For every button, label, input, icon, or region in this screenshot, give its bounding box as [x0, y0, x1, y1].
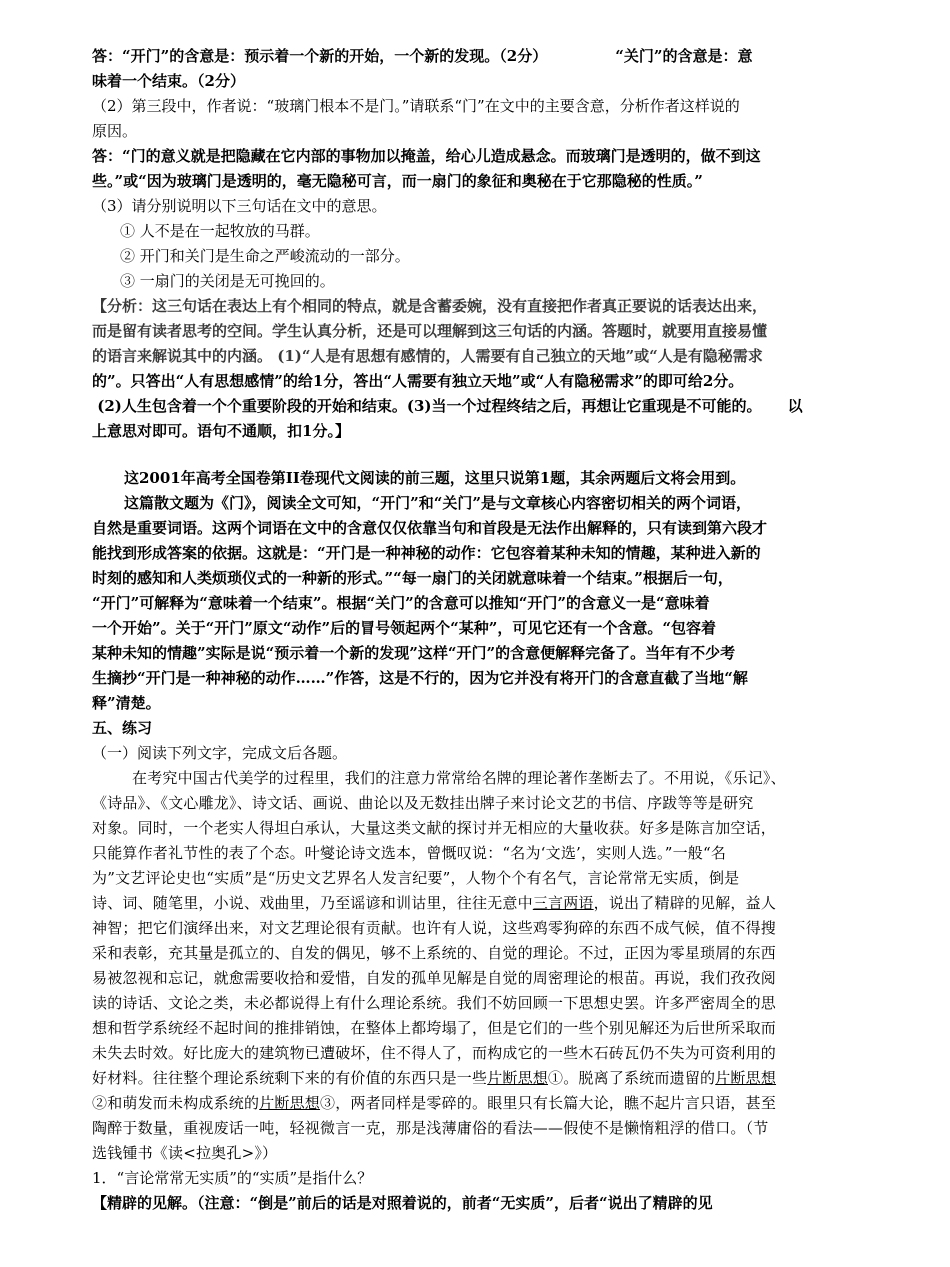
- passage-line: 读的诗话、文论之类，未必都说得上有什么理论系统。我们不妨回顾一下思想史罢。许多严密周全的思: [92, 994, 777, 1012]
- commentary-line: 一个开始”。关于“开门”原文“动作”后的冒号领起两个“某种”，可见它还有一个含意。“包容着: [92, 619, 717, 637]
- question-3-title: （3）请分别说明以下三句话在文中的意思。: [92, 197, 387, 215]
- document-page: [92, 44, 862, 1216]
- passage-line: 对象。同时，一个老实人得坦白承认，大量这类文献的探讨并无相应的大量收获。好多是陈言加空话，: [92, 819, 777, 837]
- passage-line: 陶醉于数量，重视废话一吨，轻视微言一克，那是浅薄庸俗的看法——假使不是懒惰粗浮的借口。（节: [92, 1119, 769, 1137]
- exercise-question-1: 1．“言论常常无实质”的“实质”是指什么？: [92, 1169, 373, 1187]
- answer-1-open-door: 答：“开门”的含意是：预示着一个新的开始，一个新的发现。（2分）: [92, 47, 548, 65]
- commentary-line: “开门”可解释为“意味着一个结束”。根据“关门”的含意可以推知“开门”的含意义一是“意味着: [92, 594, 710, 612]
- question-3-item: ③ 一扇门的关闭是无可挽回的。: [120, 272, 335, 290]
- commentary-line: 时刻的感知和人类烦琐仪式的一种新的形式。”“每一扇门的关闭就意味着一个结束。”根据后一句，: [92, 569, 733, 587]
- passage-line: 未失去时效。好比庞大的建筑物已遭破坏，住不得人了，而构成它的一些木石砖瓦仍不失为可资利用的: [92, 1044, 777, 1062]
- answer-1: [92, 44, 862, 69]
- commentary-line: 能找到形成答案的依据。这就是：“开门是一种神秘的动作：它包容着某种未知的情趣，某种进入新的: [92, 544, 761, 562]
- commentary-line: 自然是重要词语。这两个词语在文中的含意仅仅依靠当句和首段是无法作出解释的，只有读到第六段才: [92, 519, 768, 537]
- analysis-line: (2)人生包含着一个个重要阶段的开始和结束。(3)当一个过程终结之后，再想让它重现是不可能的。 以: [92, 397, 803, 415]
- analysis-line: 的语言来解说其中的内涵。 (1)“人是有思想有感情的，人需要有自己独立的天地”或“人是有隐秘需求: [92, 347, 763, 365]
- answer-1-continued: 味着一个结束。（2分）: [92, 72, 245, 90]
- passage-line: 易被忽视和忘记，就愈需要收拾和爱惜，自发的孤单见解是自觉的周密理论的根苗。再说，我们孜孜阅: [92, 969, 777, 987]
- passage-line: 在考究中国古代美学的过程里，我们的注意力常常给名牌的理论著作垄断去了。不用说，《乐记》、: [132, 769, 786, 787]
- reading-passage: [92, 766, 862, 1166]
- answer-1-close-door: “关门”的含意是：意: [615, 47, 753, 65]
- passage-line: 好材料。往往整个理论系统剩下来的有价值的东西只是一些片断思想①。脱离了系统而遗留的片断思想: [92, 1069, 777, 1087]
- passage-line: 神智；把它们演绎出来，对文艺理论很有贡献。也许有人说，这些鸡零狗碎的东西不成气候，值不得搜: [92, 919, 777, 937]
- exercise-answer-1: 【精辟的见解。（注意：“倒是”前后的话是对照着说的，前者“无实质”，后者“说出了精辟的见: [92, 1194, 713, 1212]
- passage-line: 想和哲学系统经不起时间的推排销蚀，在整体上都垮塌了，但是它们的一些个别见解还为后世所采取而: [92, 1019, 777, 1037]
- underlined-phrase: 片断思想: [259, 1094, 321, 1112]
- question-3-item: ① 人不是在一起牧放的马群。: [120, 222, 320, 240]
- commentary-intro: 这2001年高考全国卷第II卷现代文阅读的前三题，这里只说第1题，其余两题后文将会用到。: [124, 469, 746, 487]
- answer-2-line-2: 些。”或“因为玻璃门是透明的，毫无隐秘可言，而一扇门的象征和奥秘在于它那隐秘的性质。”: [92, 172, 703, 190]
- passage-line: 采和表彰，充其量是孤立的、自发的偶见，够不上系统的、自觉的理论。不过，正因为零星琐屑的东西: [92, 944, 777, 962]
- underlined-phrase: 三言两语: [532, 894, 594, 912]
- exercise-instruction: （一）阅读下列文字，完成文后各题。: [92, 744, 348, 762]
- passage-line: 选钱锺书《读<拉奥孔>》）: [92, 1144, 278, 1162]
- commentary-line: 生摘抄“开门是一种神秘的动作……”作答，这是不行的，因为它并没有将开门的含意直截了当地“解: [92, 669, 748, 687]
- analysis-line: 的”。只答出“人有思想感情”的给1分，答出“人需要有独立天地”或“人有隐秘需求”的即可给2分。: [92, 372, 744, 390]
- passage-line: 只能算作者礼节性的表了个态。叶燮论诗文选本，曾慨叹说：“名为‘文选’，实则人选。”一般“名: [92, 844, 727, 862]
- commentary-line: 释”清楚。: [92, 694, 161, 712]
- passage-line: 《诗品》、《文心雕龙》、诗文话、画说、曲论以及无数挂出牌子来讨论文艺的书信、序跋等等是研究: [92, 794, 754, 812]
- passage-line: 为”文艺评论史也“实质”是“历史文艺界名人发言纪要”，人物个个有名气，言论常常无实质，倒是: [92, 869, 740, 887]
- underlined-phrase: 片断思想: [487, 1069, 549, 1087]
- passage-line: 诗、词、随笔里，小说、戏曲里，乃至谣谚和训诂里，往往无意中三言两语，说出了精辟的见解，益人: [92, 894, 777, 912]
- answer-2-line-1: 答：“门的意义就是把隐藏在它内部的事物加以掩盖，给心儿造成悬念。而玻璃门是透明的，做不到这: [92, 147, 761, 165]
- question-3-item: ② 开门和关门是生命之严峻流动的一部分。: [120, 247, 410, 265]
- question-2-line-1: （2）第三段中，作者说：“玻璃门根本不是门。”请联系“门”在文中的主要含意，分析作者这样说的: [92, 97, 740, 115]
- analysis-line: 上意思对即可。语句不通顺，扣1分。】: [92, 422, 350, 440]
- commentary-line: 这篇散文题为《门》，阅读全文可知，“开门”和“关门”是与文章核心内容密切相关的两个词语，: [124, 494, 752, 512]
- commentary-line: 某种未知的情趣”实际是说“预示着一个新的发现”这样“开门”的含意便解释完备了。当年有不少考: [92, 644, 736, 662]
- passage-line: ②和萌发而未构成系统的片断思想③，两者同样是零碎的。眼里只有长篇大论，瞧不起片言只语，甚至: [92, 1094, 777, 1112]
- section-heading: 五、练习: [92, 719, 153, 737]
- analysis-line: 而是留有读者思考的空间。学生认真分析，还是可以理解到这三句话的内涵。答题时，就要用直接易懂: [92, 322, 768, 340]
- question-2-line-2: 原因。: [92, 122, 138, 140]
- analysis-line: 【分析：这三句话在表达上有个相同的特点，就是含蓄委婉，没有直接把作者真正要说的话表达出来，: [92, 297, 768, 315]
- underlined-phrase: 片断思想: [715, 1069, 777, 1087]
